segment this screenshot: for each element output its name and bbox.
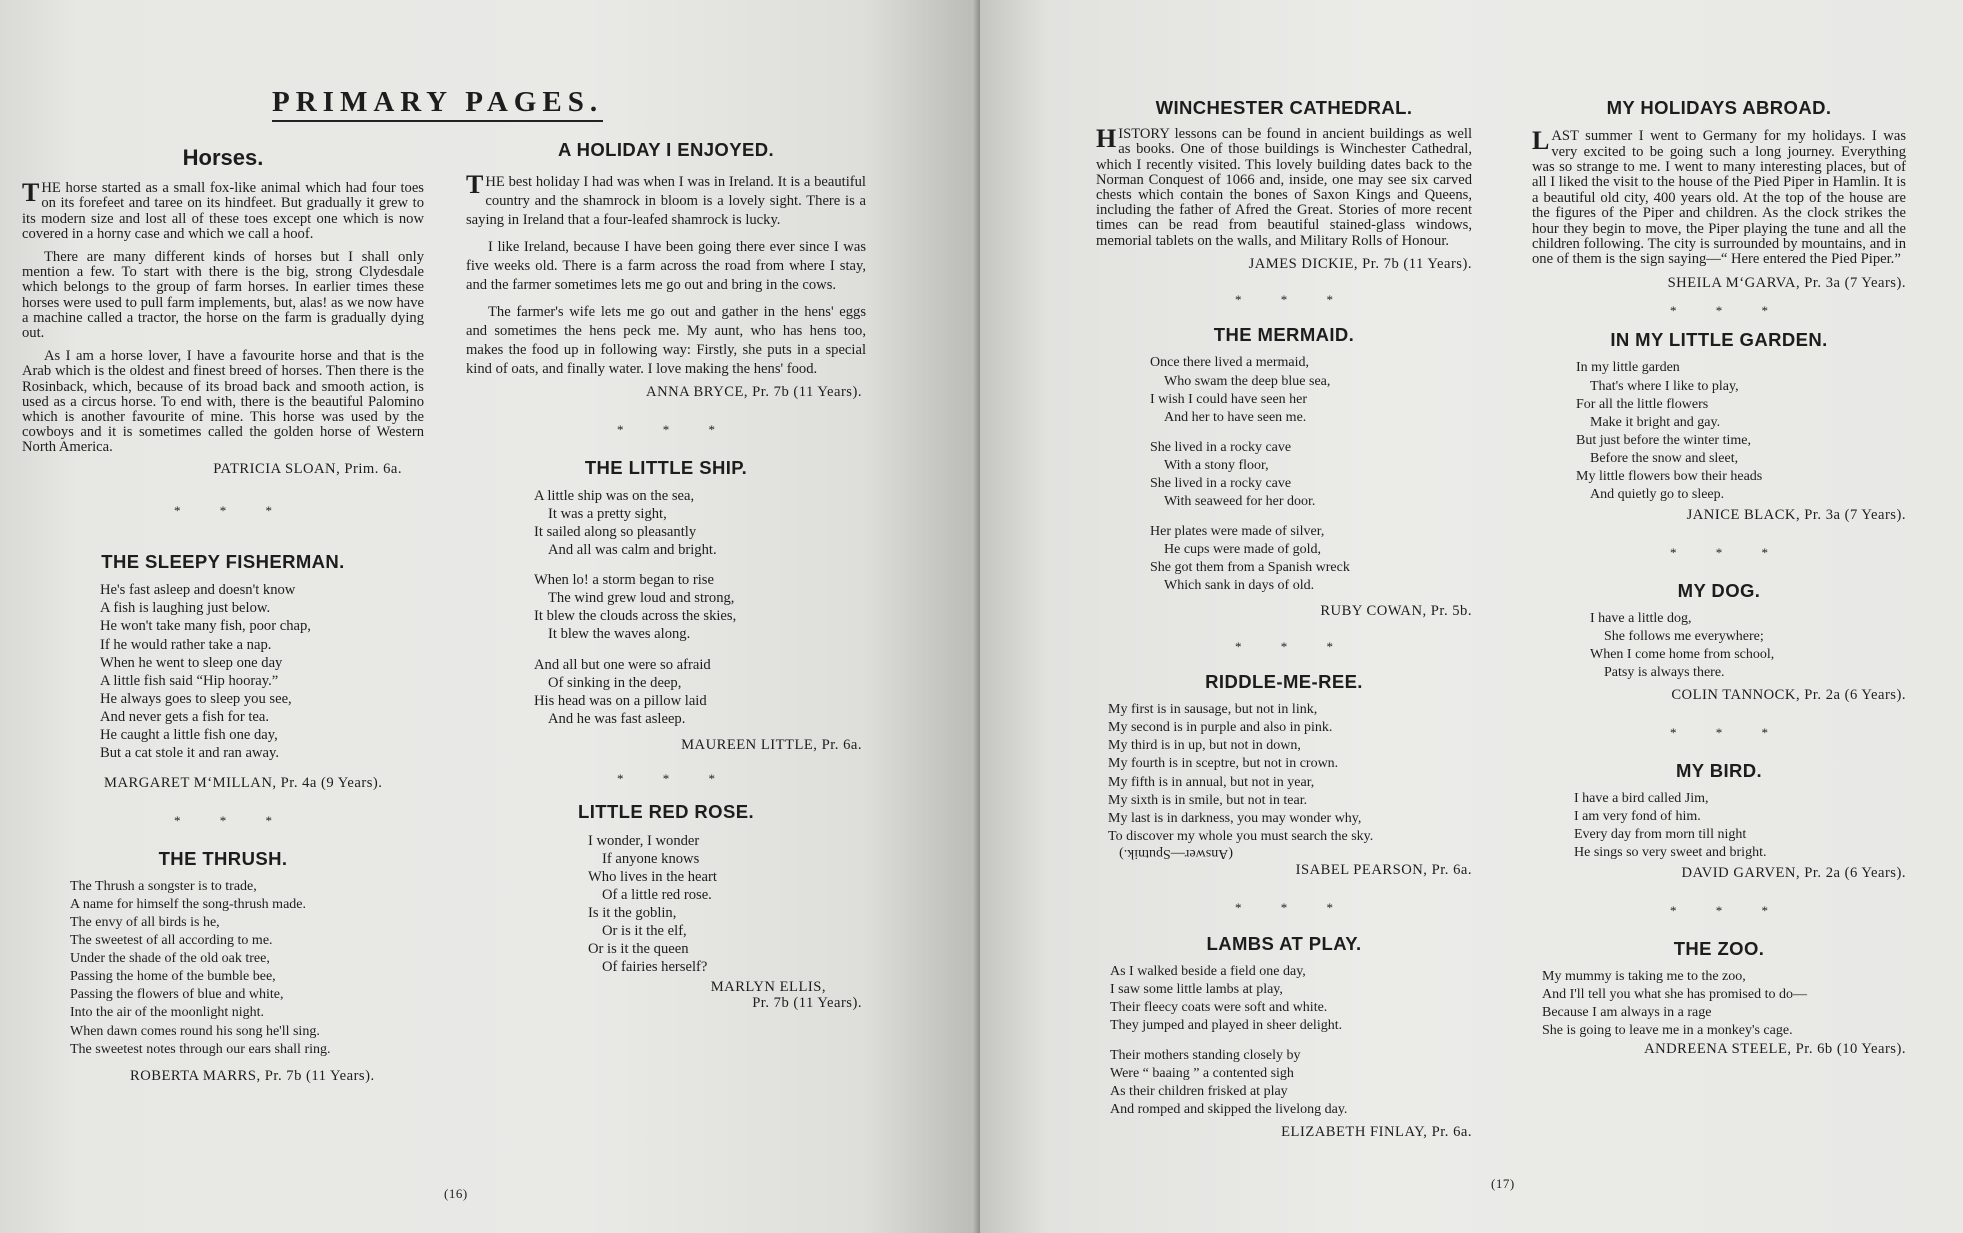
poem-line: Passing the home of the bumble bee, [70,969,276,985]
poem-line: My fifth is in annual, but not in year, [1108,774,1315,790]
poem-line: Her plates were made of silver, [1150,524,1325,540]
poem-line: The wind grew loud and strong, [548,590,735,607]
poem-line: When dawn comes round his song he'll sing. [70,1023,320,1039]
poem-line: In my little garden [1576,360,1680,376]
poem-line: He's fast asleep and doesn't know [100,582,296,599]
poem-line: To discover my whole you must search the sky. [1108,828,1374,844]
poem-line: Every day from morn till night [1574,827,1747,842]
poem-line: Who swam the deep blue sea, [1164,373,1331,389]
poem-line: My mummy is taking me to the zoo, [1542,968,1746,984]
poem-line: I wish I could have seen her [1150,391,1308,407]
lambs-signature: ELIZABETH FINLAY, Pr. 6a. [1281,1124,1472,1141]
divider-stars: * * * [1235,900,1351,916]
dog-title: MY DOG. [1677,579,1761,601]
poem-line: His head was on a pillow laid [534,692,707,709]
zoo-signature: ANDREENA STEELE, Pr. 6b (10 Years). [1644,1041,1906,1058]
poem-line: My first is in sausage, but not in link, [1108,702,1318,718]
winchester-title: WINCHESTER CATHEDRAL. [1155,97,1413,118]
poem-line: Were “ baaing ” a contented sigh [1110,1066,1294,1082]
poem-line: She got them from a Spanish wreck [1150,560,1350,576]
garden-poem [1532,359,1906,504]
poem-line: Their fleecy coats were soft and white. [1110,999,1328,1015]
poem-line: Or is it the queen [588,941,689,958]
left-column [22,145,424,1084]
thrush-title: THE THRUSH. [158,847,288,869]
bird-poem [1532,790,1906,862]
lambs-poem [1096,963,1472,1120]
poem-line: Of fairies herself? [602,959,708,976]
horses-paragraph-3: As I am a horse lover, I have a favourite horse and that is the Arab which is the oldest and finest breed of horses. Then there is the Rosinback, which, because of its broad back and smooth action, is used as a circus horse. To end with, there is the beautiful Palomino which is another favourite of mine. This horse was used by the cowboys and it is sometimes called the golden horse of Western North America. [22,348,424,456]
poem-line: And I'll tell you what she has promised to do— [1542,986,1807,1002]
riddle-signature: ISABEL PEARSON, Pr. 6a. [1295,862,1472,879]
holiday-signature: ANNA BRYCE, Pr. 7b (11 Years). [646,384,862,401]
poem-line: When he went to sleep one day [100,654,283,671]
poem-line: She is going to leave me in a monkey's cage. [1542,1023,1793,1039]
mermaid-title: THE MERMAID. [1213,324,1355,346]
poem-line: Or is it the elf, [602,923,687,940]
holidays-abroad-signature: SHEILA M‘GARVA, Pr. 3a (7 Years). [1667,274,1906,291]
poem-line: The sweetest notes through our ears shall ring. [70,1041,331,1057]
right-column [466,139,866,1011]
poem-line: If he would rather take a nap. [100,636,272,653]
poem-line: Under the shade of the old oak tree, [70,951,270,967]
poem-line: They jumped and played in sheer delight. [1110,1018,1343,1034]
poem-line: He caught a little fish one day, [100,727,278,744]
poem-line: Which sank in days of old. [1164,578,1315,594]
divider-stars: * * * [174,813,290,829]
page-number-17: (17) [1491,1176,1515,1191]
poem-line: That's where I like to play, [1590,378,1739,394]
little-ship-title: THE LITTLE SHIP. [584,456,748,478]
right-page-column-2 [1532,97,1906,1058]
poem-line: Patsy is always there. [1604,665,1725,681]
divider-stars: * * * [174,502,290,518]
poem-line: Because I am always in a rage [1542,1004,1712,1020]
poem-line: For all the little flowers [1576,396,1709,412]
poem-line: I have a little dog, [1590,610,1692,626]
poem-line: He always goes to sleep you see, [100,690,292,707]
divider-stars: * * * [1670,303,1786,319]
poem-line: She lived in a rocky cave [1150,439,1292,455]
poem-line: And he was fast asleep. [548,710,686,727]
red-rose-signature-name: MARLYN ELLIS, [710,979,826,996]
poem-line: A fish is laughing just below. [100,600,271,617]
poem-line: Passing the flowers of blue and white, [70,987,284,1003]
poem-line: It blew the waves along. [548,626,691,643]
holiday-paragraph-1: THE best holiday I had was when I was in Ireland. It is a beautiful country and the shamrock in bloom is a lovely sight. There is a saying in Ireland that a four-leafed shamrock is lucky. [466,170,866,229]
red-rose-title: LITTLE RED ROSE. [578,801,754,823]
holidays-abroad-title: MY HOLIDAYS ABROAD. [1606,97,1832,118]
holiday-paragraph-2: I like Ireland, because I have been going there ever since I was five weeks old. There is a farm across the road from where I stay, and the farmer sometimes lets me go out and bring in the cows. [466,239,866,294]
divider-stars: * * * [1670,545,1786,561]
riddle-title: RIDDLE-ME-REE. [1205,670,1363,692]
red-rose-poem [466,832,866,977]
divider-stars: * * * [617,422,733,438]
poem-line: He sings so very sweet and bright. [1574,845,1767,861]
garden-title: IN MY LITTLE GARDEN. [1610,329,1828,351]
poem-line: A name for himself the song-thrush made. [70,896,307,912]
lambs-title: LAMBS AT PLAY. [1206,932,1362,954]
sleepy-fisherman-signature: MARGARET M‘MILLAN, Pr. 4a (9 Years). [104,775,383,792]
horses-title: Horses. [182,145,264,170]
poem-line: As their children frisked at play [1110,1084,1288,1100]
thrush-poem [22,878,424,1059]
zoo-poem [1532,968,1906,1040]
divider-stars: * * * [617,771,733,787]
poem-line: But just before the winter time, [1576,432,1751,448]
dog-signature: COLIN TANNOCK, Pr. 2a (6 Years). [1671,687,1906,704]
winchester-signature: JAMES DICKIE, Pr. 7b (11 Years). [1248,255,1472,272]
holiday-title: A HOLIDAY I ENJOYED. [557,139,774,160]
poem-line: And all but one were so afraid [534,656,711,673]
divider-stars: * * * [1235,638,1351,654]
poem-line: But a cat stole it and ran away. [100,745,279,762]
poem-line: It was a pretty sight, [548,505,667,522]
poem-line: She follows me everywhere; [1604,628,1764,644]
divider-stars: * * * [1670,903,1786,919]
horses-paragraph-2: There are many different kinds of horses but I shall only mention a few. To start with there is the big, strong Clydesdale which belongs to the group of farm horses. In earlier times these horses were used to pull farm implements, but, alas! as we now have a machine called a tractor, the horse on the farm is gradually dying out. [22,249,424,342]
right-page-column-1 [1096,97,1472,1141]
poem-line: My third is in up, but not in down, [1108,738,1301,754]
thrush-signature: ROBERTA MARRS, Pr. 7b (11 Years). [130,1067,375,1084]
poem-line: And romped and skipped the livelong day. [1110,1102,1348,1118]
mermaid-poem [1096,354,1472,595]
poem-line: Is it the goblin, [588,904,677,921]
poem-line: Into the air of the moonlight night. [70,1005,265,1021]
garden-signature: JANICE BLACK, Pr. 3a (7 Years). [1686,507,1906,524]
poem-line: I wonder, I wonder [588,832,700,849]
horses-paragraph-1: THE horse started as a small fox-like animal which had four toes on its forefeet and taree on its hindfeet. But gradually it grew to its modern size and lost all of these toes except one which is now covered in a horny case and which we call a hoof. [22,178,424,242]
page-number-16: (16) [444,1186,468,1201]
poem-line: A little fish said “Hip hooray.” [100,672,279,689]
bird-title: MY BIRD. [1675,759,1763,781]
page-16 [0,0,980,1233]
poem-line: If anyone knows [602,850,700,867]
poem-line: She lived in a rocky cave [1150,476,1292,491]
poem-line: And never gets a fish for tea. [100,708,269,725]
poem-line: And all was calm and bright. [548,542,717,559]
page-17 [980,0,1963,1233]
poem-line: The envy of all birds is he, [70,915,220,930]
poem-line: When lo! a storm began to rise [534,572,714,589]
sleepy-fisherman-title: THE SLEEPY FISHERMAN. [101,551,345,573]
poem-line: A little ship was on the sea, [534,487,695,504]
poem-line: My second is in purple and also in pink. [1108,720,1333,736]
riddle-answer: (Answer—Sputnik.) [1119,846,1233,862]
poem-line: Once there lived a mermaid, [1150,355,1309,371]
poem-line: My last is in darkness, you may wonder why, [1108,810,1362,826]
red-rose-signature-class: Pr. 7b (11 Years). [752,994,862,1011]
poem-line: It sailed along so pleasantly [534,524,697,540]
poem-line: Of sinking in the deep, [548,674,682,691]
holidays-abroad-body: LAST summer I went to Germany for my holidays. I was very excited to be going such a long journey. Everything was so strange to me. I went to many interesting places, but of all I liked the visit to the house of the Pied Piper in Hamlin. It is a beautiful old city, 400 years old. At the top of the house are the figures of the Piper and children. As the clock strikes the hour they begin to move, the Piper playing the tune and all the children following. The city is surrounded by mountains, and in one of them is the sign saying—“ Here entered the Pied Piper.” [1532,126,1906,268]
poem-line: With seaweed for her door. [1164,494,1316,510]
mermaid-signature: RUBY COWAN, Pr. 5b. [1320,602,1472,619]
poem-line: The sweetest of all according to me. [70,933,273,949]
poem-line: I saw some little lambs at play, [1110,981,1283,997]
poem-line: With a stony floor, [1164,457,1269,473]
poem-line: Who lives in the heart [588,868,717,885]
poem-line: Their mothers standing closely by [1110,1048,1301,1064]
primary-pages-banner: PRIMARY PAGES. [272,86,603,122]
little-ship-signature: MAUREEN LITTLE, Pr. 6a. [681,736,862,753]
poem-line: It blew the clouds across the skies, [534,608,737,625]
poem-line: As I walked beside a field one day, [1110,963,1306,979]
little-ship-poem [466,487,866,728]
poem-line: Of a little red rose. [602,886,712,903]
poem-line: I have a bird called Jim, [1574,790,1709,806]
poem-line: My sixth is in smile, but not in tear. [1108,792,1308,808]
poem-line: Make it bright and gay. [1590,414,1721,430]
divider-stars: * * * [1670,725,1786,741]
poem-line: When I come home from school, [1590,647,1775,663]
horses-signature: PATRICIA SLOAN, Prim. 6a. [213,460,402,477]
dog-poem [1532,610,1906,682]
poem-line: My fourth is in sceptre, but not in crown. [1108,756,1339,772]
divider-stars: * * * [1235,292,1351,308]
poem-line: Before the snow and sleet, [1590,450,1739,466]
poem-line: And her to have seen me. [1164,409,1307,425]
poem-line: My little flowers bow their heads [1576,469,1763,485]
holiday-paragraph-3: The farmer's wife lets me go out and gather in the hens' eggs and sometimes the hens peck me. My aunt, who has hens too, makes the food up in following way: Firstly, she puts in a special kind of oats, and finally water. I love making the hens' food. [466,304,866,378]
zoo-title: THE ZOO. [1673,937,1765,959]
poem-line: The Thrush a songster is to trade, [70,878,257,894]
sleepy-fisherman-poem [22,581,424,762]
poem-line: He won't take many fish, poor chap, [100,618,311,635]
riddle-poem [1096,701,1472,846]
bird-signature: DAVID GARVEN, Pr. 2a (6 Years). [1681,865,1906,882]
poem-line: I am very fond of him. [1574,808,1701,824]
poem-line: And quietly go to sleep. [1590,487,1725,503]
poem-line: He cups were made of gold, [1164,542,1322,558]
winchester-body: HISTORY lessons can be found in ancient buildings as well as books. One of those buildings is Winchester Cathedral, which I recently visited. This lovely building dates back to the Norman Conquest of 1066 and, inside, one may see six carved chests which contain the bones of Saxon Kings and Queens, including the father of Afred the Great. Stories of more recent times can be read from beautiful stained-glass windows, memorial tablets on the walls, and Military Rolls of Honour. [1096,124,1472,249]
